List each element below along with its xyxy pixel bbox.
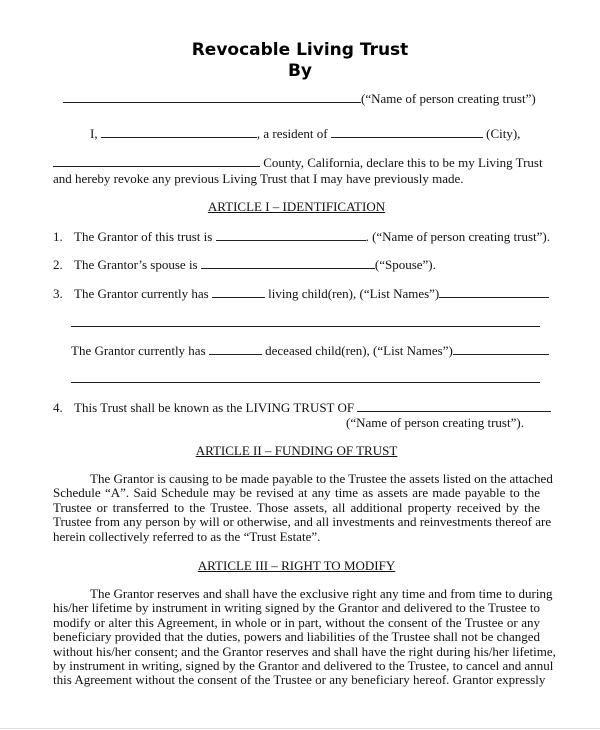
article-3-paragraph	[53, 586, 556, 688]
article-2-paragraph	[53, 471, 553, 544]
item-text: (“Spouse”).	[374, 257, 436, 272]
article-1-heading-text: ARTICLE I – IDENTIFICATION	[207, 199, 386, 214]
resident-line	[90, 126, 577, 141]
paragraph-line: herein collectively referred to as the “Trust Estate”.	[53, 528, 321, 544]
spouse-blank[interactable]	[201, 257, 375, 269]
paragraph-line: Trustee or transferred to the Trustee. Those assets, all additional property received by the	[53, 499, 540, 515]
resident-prefix: I,	[90, 126, 98, 141]
resident-middle: , a resident of	[256, 126, 328, 141]
county-blank[interactable]	[53, 155, 260, 167]
deceased-children-count-blank[interactable]	[209, 343, 262, 355]
item-text: deceased child(ren), (“List Names”)	[265, 343, 453, 358]
article-1-item-4	[53, 400, 540, 415]
paragraph-line: without his/her consent; and the Grantor reserves and shall have the right during his/her lifetime,	[53, 643, 556, 659]
paragraph-line: by instrument in writing, signed by the Grantor and delivered to the Trustee, to cancel and annul	[53, 658, 554, 674]
item-text: The Grantor currently has	[74, 286, 209, 301]
article-3-heading	[53, 558, 540, 573]
deceased-children-names-blank[interactable]	[453, 343, 549, 355]
living-children-count-blank[interactable]	[212, 286, 265, 298]
article-1-heading	[53, 199, 540, 214]
paragraph-line: The Grantor is causing to be made payable to the Trustee the assets listed on the attached	[90, 471, 553, 486]
city-blank[interactable]	[331, 126, 483, 138]
article-2-heading	[53, 443, 540, 458]
grantor-blank[interactable]	[216, 229, 366, 241]
living-children-names-blank[interactable]	[439, 286, 549, 298]
item-number: 4.	[53, 400, 63, 415]
article-1-item-2	[53, 257, 540, 272]
page-bottom-edge	[0, 728, 600, 729]
county-line	[53, 155, 543, 170]
article-1-item-1	[53, 229, 551, 244]
county-continuation: and hereby revoke any previous Living Trust that I may have previously made.	[53, 171, 464, 186]
document-title: Revocable Living Trust	[191, 40, 409, 60]
item-text: The Grantor of this trust is	[74, 229, 213, 244]
grantor-name-blank[interactable]	[63, 91, 361, 103]
article-3-heading-text: ARTICLE III – RIGHT TO MODIFY	[197, 558, 396, 573]
living-children-names-line[interactable]	[71, 326, 540, 327]
paragraph-line: his/her lifetime by instrument in writing signed by the Grantor and delivered to the Trustee to	[53, 600, 540, 616]
name-line-label: (“Name of person creating trust”)	[361, 91, 536, 106]
item-number: 2.	[53, 257, 63, 272]
item-text: This Trust shall be known as the LIVING TRUST OF	[74, 400, 355, 415]
trust-name-label: (“Name of person creating trust”).	[346, 415, 524, 430]
item-text: living child(ren), (“List Names”)	[268, 286, 440, 301]
grantor-name-line	[63, 91, 540, 106]
paragraph-line: modify or alter this Agreement, in whole or in part, without the consent of the Trustee or any	[53, 614, 540, 630]
item-number: 1.	[53, 229, 63, 244]
article-1-item-3-deceased	[71, 343, 558, 358]
deceased-children-names-line[interactable]	[71, 382, 540, 383]
paragraph-line: beneficiary provided that the duties, powers and liabilities of the Trustee shall not be changed	[53, 629, 540, 645]
paragraph-line: The Grantor reserves and shall have the exclusive right any time and from time to during	[90, 586, 553, 601]
item-number: 3.	[53, 286, 63, 301]
trust-name-blank[interactable]	[357, 400, 551, 412]
grantor-blank[interactable]	[101, 126, 257, 138]
county-text: County, California, declare this to be my Living Trust	[263, 155, 543, 170]
paragraph-line: Trustee from any person by will or otherwise, and all investments and reinvestments thereof are	[53, 514, 552, 530]
document-subtitle: By	[287, 61, 313, 81]
article-2-heading-text: ARTICLE II – FUNDING OF TRUST	[195, 443, 398, 458]
paragraph-line: this Agreement without the consent of the Trustee or any beneficiary hereof. Grantor expressly	[53, 672, 546, 688]
article-1-item-3	[53, 286, 540, 301]
paragraph-line: Schedule “A”. Said Schedule may be revised at any time as assets are made payable to the	[53, 485, 540, 501]
item-text: . (“Name of person creating trust”).	[365, 229, 551, 244]
resident-suffix: (City),	[486, 126, 521, 141]
item-text: The Grantor’s spouse is	[74, 257, 198, 272]
item-text: The Grantor currently has	[71, 343, 206, 358]
